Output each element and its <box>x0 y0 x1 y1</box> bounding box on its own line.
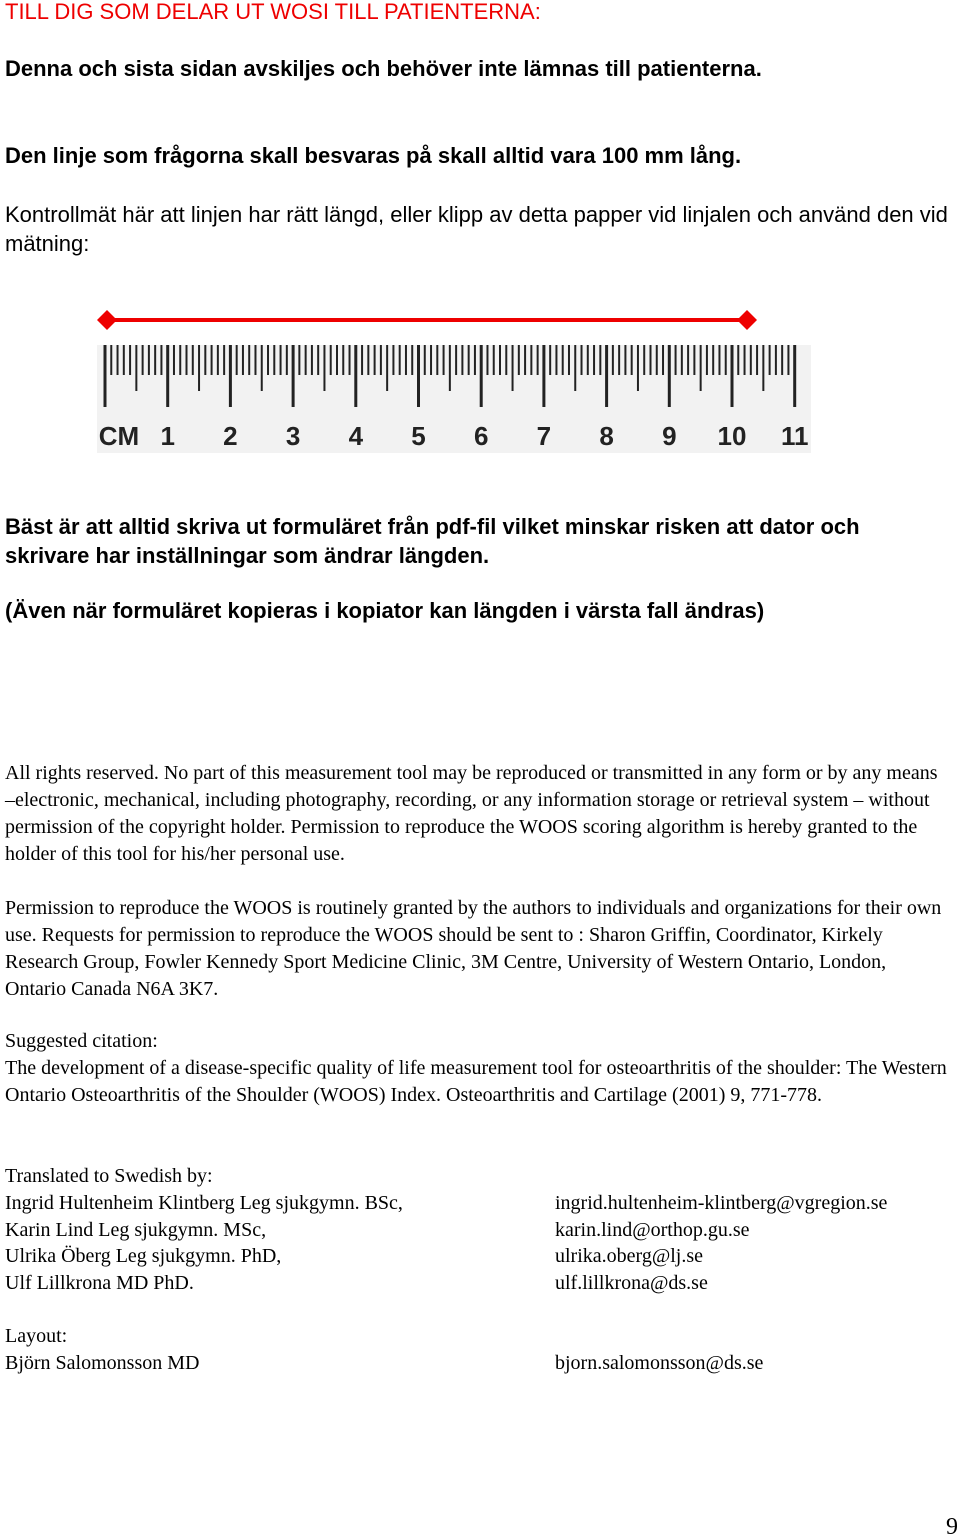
ruler-number: 7 <box>536 421 552 451</box>
layout-heading: Layout: <box>5 1325 68 1347</box>
translator-email[interactable]: ingrid.hultenheim-klintberg@vgregion.se <box>555 1192 888 1214</box>
translator-email[interactable]: karin.lind@orthop.gu.se <box>555 1219 750 1241</box>
ruler-number: 3 <box>285 421 301 451</box>
left-diamond-marker <box>97 310 117 330</box>
translation-heading: Translated to Swedish by: <box>5 1165 213 1187</box>
translator-row <box>5 1243 945 1270</box>
translator-row <box>5 1190 945 1217</box>
rights-paragraph: All rights reserved. No part of this measurement tool may be reproduced or transmitted in any form or by any means –electronic, mechanical, including photography, recording, or any information storage or retrieval system – without permission of the copyright holder. Permission to reproduce the WOOS scoring algorithm is hereby granted to the holder of this tool for his/her personal use. <box>5 762 938 865</box>
ruler-image <box>97 345 811 453</box>
control-measure-text: Kontrollmät här att linjen har rätt längd, eller klipp av detta papper vid linjalen och använd den vid mätning: <box>5 202 948 256</box>
ruler-labels <box>99 421 809 451</box>
ruler-number: 9 <box>662 421 677 451</box>
translator-name: Ingrid Hultenheim Klintberg Leg sjukgymn. BSc, <box>5 1192 403 1214</box>
ruler-graphic <box>97 345 811 453</box>
citation-heading: Suggested citation: <box>5 1030 158 1052</box>
translator-email[interactable]: ulf.lillkrona@ds.se <box>555 1272 708 1294</box>
citation-text: The development of a disease-specific quality of life measurement tool for osteoarthritis of the shoulder: The Western Ontario Osteoarthritis of the Shoulder (WOOS) Index. Osteoarthritis and Cartilage (2001) 9, 771-778. <box>5 1057 947 1106</box>
layout-credit-row <box>5 1350 945 1377</box>
translator-name: Karin Lind Leg sjukgymn. MSc, <box>5 1219 267 1241</box>
translator-email[interactable]: ulrika.oberg@lj.se <box>555 1245 704 1267</box>
translator-name: Ulf Lillkrona MD PhD. <box>5 1272 194 1294</box>
layout-credit-email[interactable]: bjorn.salomonsson@ds.se <box>555 1352 764 1374</box>
red-heading: TILL DIG SOM DELAR UT WOSI TILL PATIENTERNA: <box>5 0 541 24</box>
translator-name: Ulrika Öberg Leg sjukgymn. PhD, <box>5 1245 282 1267</box>
ruler-number: 5 <box>411 421 426 451</box>
page-number: 9 <box>946 1514 958 1540</box>
line-length-note: Den linje som frågorna skall besvaras på skall alltid vara 100 mm lång. <box>5 143 742 168</box>
ruler-number: 11 <box>780 421 809 451</box>
layout-credit-name: Björn Salomonsson MD <box>5 1352 200 1374</box>
separation-note: Denna och sista sidan avskiljes och behöver inte lämnas till patienterna. <box>5 56 762 81</box>
ruler-number: 4 <box>348 421 364 451</box>
ruler-number: 8 <box>599 421 614 451</box>
right-diamond-marker <box>737 310 757 330</box>
ruler-ticks <box>105 345 795 407</box>
permission-paragraph: Permission to reproduce the WOOS is routinely granted by the authors to individuals and organizations for their own use. Requests for permission to reproduce the WOOS should be sent to : Sharon Griffin, Coordinator, Kirkely Research Group, Fowler Kennedy Sport Medicine Clinic, 3M Centre, University of Western Ontario, London, Ontario Canada N6A 3K7. <box>5 897 942 1000</box>
ruler-number: 6 <box>473 421 489 451</box>
ruler-number: 10 <box>717 421 747 451</box>
best-print-note: Bäst är att alltid skriva ut formuläret från pdf-fil vilket minskar risken att dator och skrivare har inställningar som ändrar längden. <box>5 514 860 568</box>
reference-line <box>97 310 757 330</box>
copier-note: (Även när formuläret kopieras i kopiator kan längden i värsta fall ändras) <box>5 598 765 623</box>
ruler-number: 1 <box>160 421 175 451</box>
translator-row <box>5 1217 945 1244</box>
ruler-unit-label: CM <box>98 421 140 451</box>
translator-row <box>5 1270 945 1297</box>
ruler-number: 2 <box>223 421 238 451</box>
